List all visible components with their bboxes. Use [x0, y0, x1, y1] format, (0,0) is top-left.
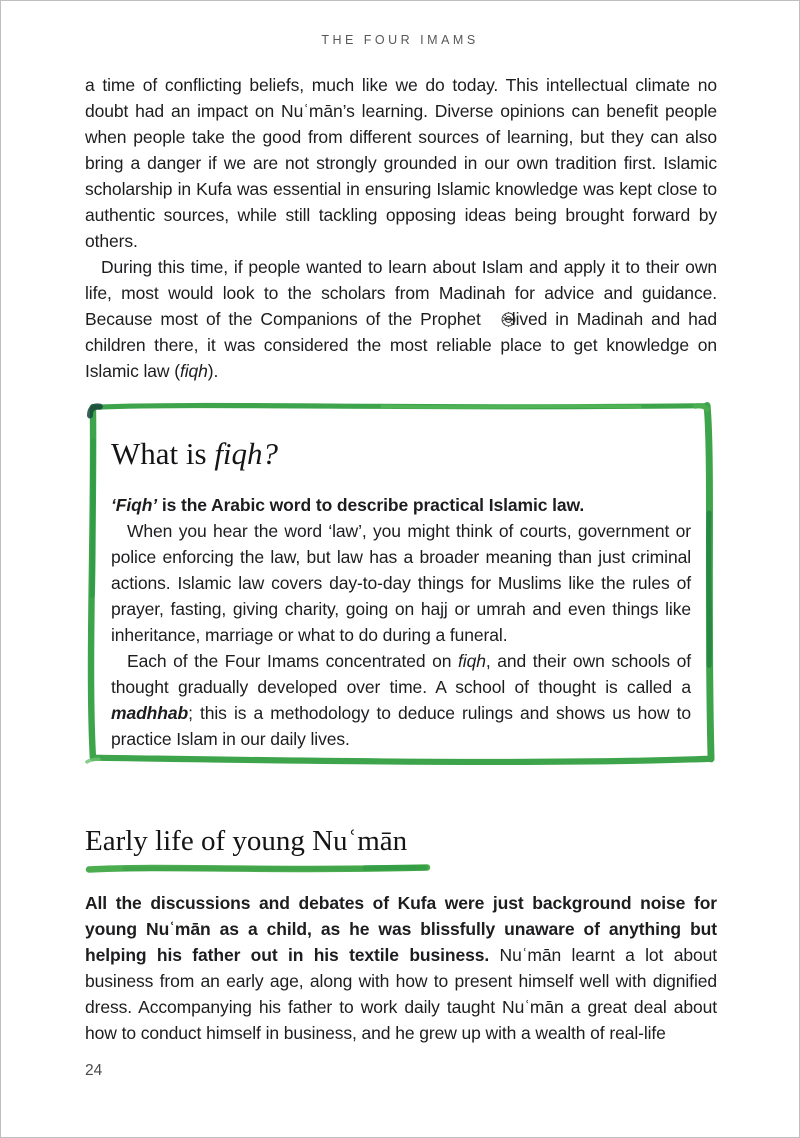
intro-paragraph-2-tail: lived in Madinah and had children there, it was considered the most reliable place to get knowledge on Islamic law (fiqh). — [85, 309, 718, 381]
green-brush-underline — [85, 862, 431, 875]
intro-paragraph-2-lead: During this time, if people wanted to learn about Islam and apply it to their own life, most would look to the scholars from Madinah for advice and guidance. Because most of the Companions of the Prophet — [85, 257, 717, 329]
section-paragraph: All the discussions and debates of Kufa were just background noise for young Nuʿmān as a child, as he was blissfully unaware of anything but helping his father out in his textile business. Nuʿmān learnt a lot about business from an early age, along with how to present himself well with dignified dress. Accompanying his father to work daily taught Nuʿmān a great deal about how to conduct himself in business, and he grew up with a wealth of real-life — [85, 893, 717, 1043]
fiqh-box-title: What is fiqh? — [111, 436, 279, 471]
running-head: THE FOUR IMAMS — [321, 33, 479, 47]
fiqh-box-lead: ‘Fiqh’ is the Arabic word to describe practical Islamic law. — [111, 495, 585, 515]
page-number: 24 — [85, 1062, 103, 1079]
intro-paragraph-2 — [85, 254, 717, 384]
page-content — [85, 72, 717, 1046]
fiqh-box-paragraph-2: When you hear the word ‘law’, you might think of courts, government or police enforcing the law, but law has a broader meaning than just criminal actions. Islamic law covers day-to-day things for Muslims like the rules of prayer, fasting, giving charity, going on hajj or umrah and even things like inheritance, marriage or what to do during a funeral. — [111, 521, 691, 645]
fiqh-box-paragraph-3: Each of the Four Imams concentrated on fiqh, and their own schools of thought gradually developed over time. A school of thought is called a madhhab; this is a methodology to deduce rulings and shows us how to practice Islam in our daily lives. — [111, 651, 691, 749]
intro-paragraph-1: a time of conflicting beliefs, much like we do today. This intellectual climate no doubt had an impact on Nuʿmān’s learning. Diverse opinions can benefit people when people take the good from different sources of learning, but they can also bring a danger if we are not strongly grounded in our own tradition first. Islamic scholarship in Kufa was essential in ensuring Islamic knowledge was kept close to authentic sources, while still tackling opposing ideas being brought forward by others. — [85, 75, 717, 251]
pbuh-calligraphy-icon — [483, 310, 502, 329]
section-title: Early life of young Nuʿmān — [85, 825, 408, 857]
fiqh-info-box — [85, 400, 717, 768]
